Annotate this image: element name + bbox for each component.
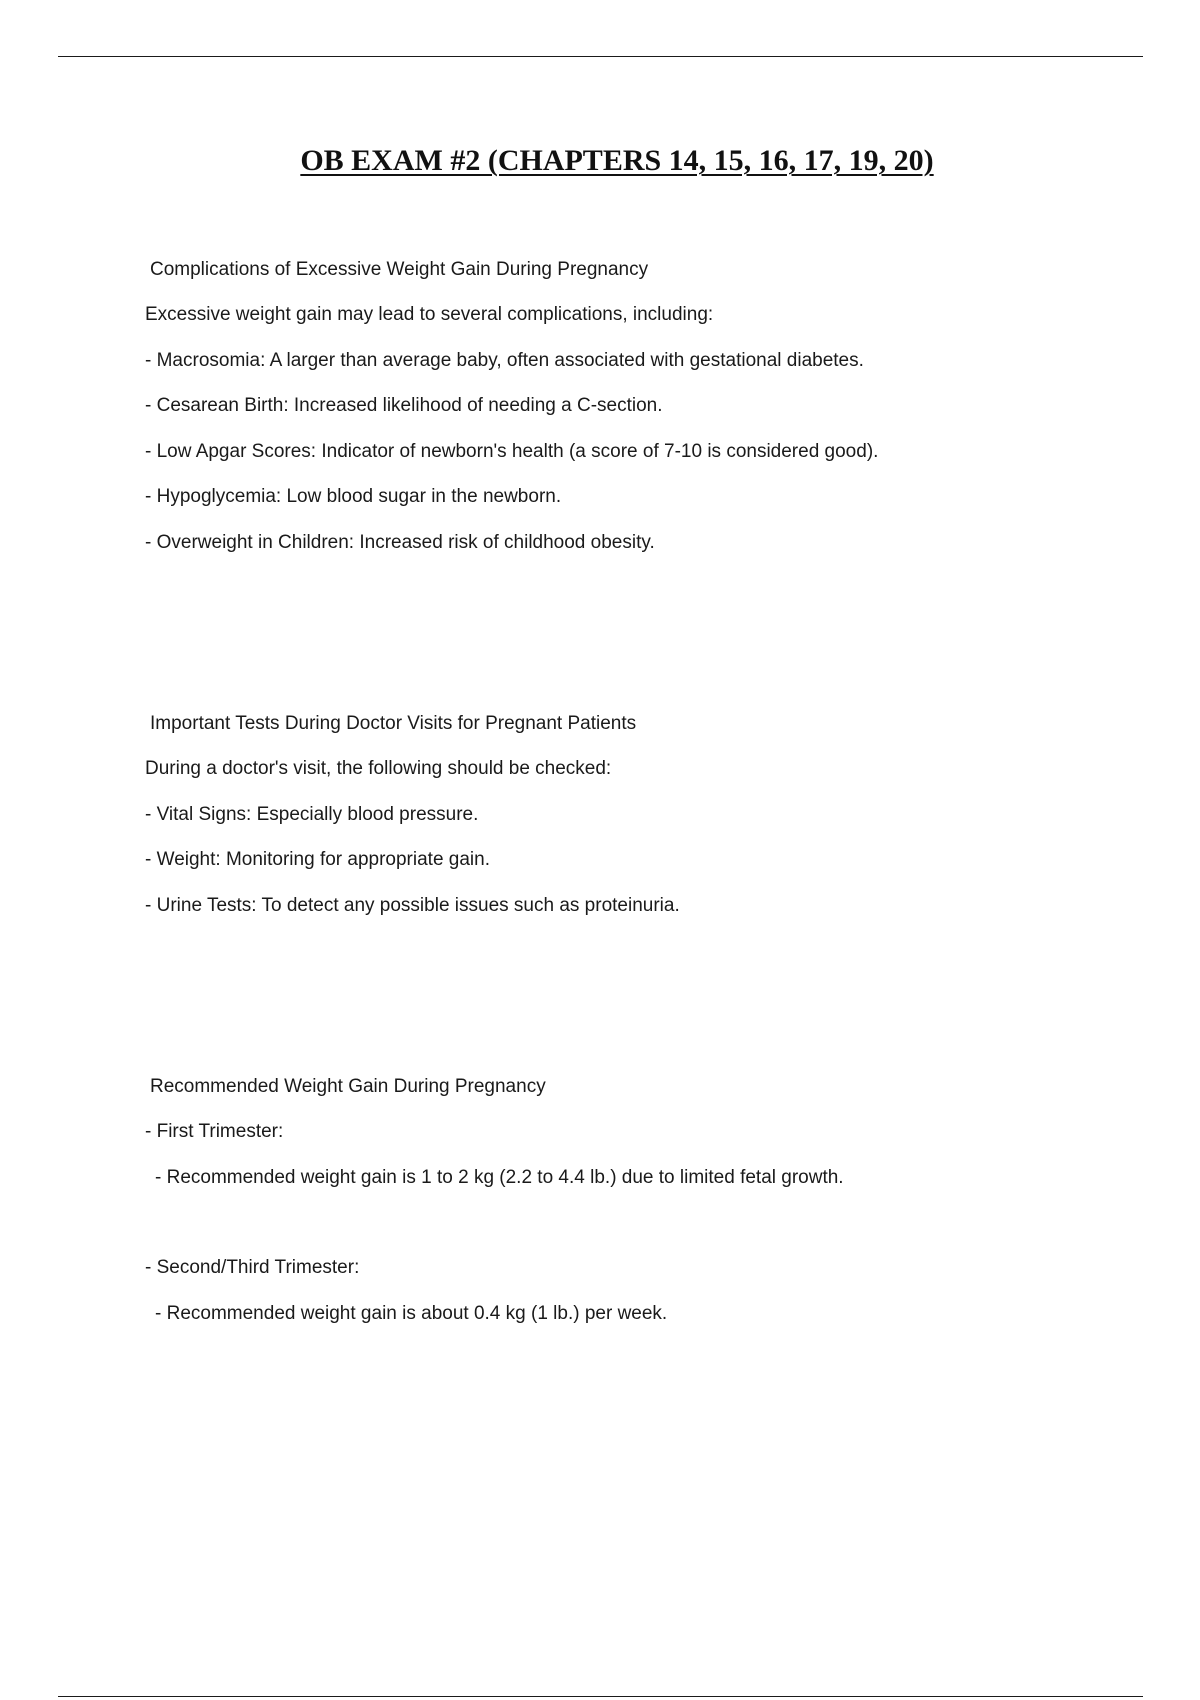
list-item: - Urine Tests: To detect any possible issues such as proteinuria. bbox=[145, 895, 680, 916]
trimester-detail: - Recommended weight gain is about 0.4 kg (1 lb.) per week. bbox=[155, 1303, 668, 1324]
list-item: - Hypoglycemia: Low blood sugar in the newborn. bbox=[145, 486, 562, 507]
top-rule bbox=[58, 56, 1143, 57]
section-intro-tests: During a doctor's visit, the following should be checked: bbox=[145, 758, 612, 779]
section-heading-tests: Important Tests During Doctor Visits for Pregnant Patients bbox=[150, 713, 637, 734]
trimester-label: - First Trimester: bbox=[145, 1121, 284, 1142]
section-heading-complications: Complications of Excessive Weight Gain During Pregnancy bbox=[150, 259, 649, 280]
section-intro-complications: Excessive weight gain may lead to several complications, including: bbox=[145, 304, 714, 325]
bottom-rule bbox=[58, 1696, 1143, 1697]
document-title: OB EXAM #2 (CHAPTERS 14, 15, 16, 17, 19, 20) bbox=[300, 144, 934, 177]
list-item: - Vital Signs: Especially blood pressure. bbox=[145, 804, 479, 825]
list-item: - Overweight in Children: Increased risk of childhood obesity. bbox=[145, 532, 655, 553]
list-item: - Macrosomia: A larger than average baby, often associated with gestational diabetes. bbox=[145, 350, 864, 371]
trimester-label: - Second/Third Trimester: bbox=[145, 1257, 360, 1278]
list-item: - Weight: Monitoring for appropriate gain. bbox=[145, 849, 490, 870]
list-item: - Cesarean Birth: Increased likelihood of needing a C-section. bbox=[145, 395, 663, 416]
list-item: - Low Apgar Scores: Indicator of newborn's health (a score of 7-10 is considered good). bbox=[145, 441, 879, 462]
trimester-detail: - Recommended weight gain is 1 to 2 kg (2.2 to 4.4 lb.) due to limited fetal growth. bbox=[155, 1167, 844, 1188]
section-heading-weight-gain: Recommended Weight Gain During Pregnancy bbox=[150, 1076, 546, 1097]
